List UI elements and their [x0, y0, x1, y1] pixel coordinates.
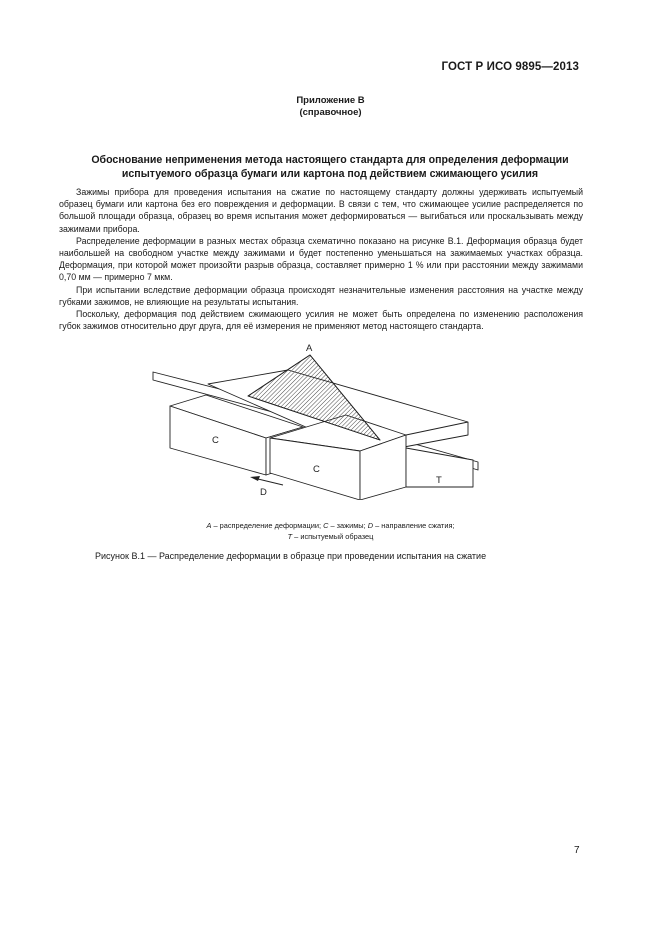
label-t: T	[436, 475, 442, 486]
caption-text-c: – зажимы;	[328, 521, 368, 530]
paragraph-1: Зажимы прибора для проведения испытания на сжатие по настоящему стандарту должны удерживать испытуемый образец бумаги или картона без его повреждения и деформации. В связи с тем, что сжимающее усилие распределяется по большой площади образца, образец во время испытания может деформироваться — выгибаться или проскальзывать между зажимами прибора.	[59, 187, 583, 234]
label-c-left: C	[212, 435, 219, 446]
section-title-line-2: испытуемого образца бумаги или картона под действием сжимающего усилия	[121, 168, 539, 180]
direction-arrow-head	[250, 476, 260, 481]
section-title-line-1: Обоснование неприменения метода настоящего стандарта для определения деформации	[91, 154, 569, 166]
caption-key-c: C	[323, 521, 329, 530]
label-d: D	[260, 487, 267, 498]
caption-key-d: D	[367, 521, 374, 530]
caption-text-a: – распределение деформации;	[211, 521, 324, 530]
figure-caption	[0, 520, 661, 542]
figure-caption-line-2	[0, 531, 661, 542]
figure-title: Рисунок В.1 — Распределение деформации в образце при проведении испытания на сжатие	[95, 551, 487, 561]
figure-caption-line-1	[0, 520, 661, 531]
caption-text-t: – испытуемый образец	[292, 532, 374, 541]
direction-arrow-line	[258, 479, 283, 485]
appendix-title: Приложение В	[296, 95, 365, 106]
section-title	[40, 153, 620, 181]
figure-diagram	[148, 340, 488, 500]
label-a: A	[306, 343, 313, 354]
standard-number: ГОСТ Р ИСО 9895—2013	[441, 61, 579, 73]
caption-key-t: T	[287, 532, 293, 541]
label-c-right: C	[313, 464, 320, 475]
caption-key-a: A	[206, 521, 212, 530]
appendix-subtitle: (справочное)	[299, 107, 362, 118]
page-number: 7	[574, 845, 580, 856]
paragraph-4: Поскольку, деформация под действием сжимающего усилия не может быть определена по изменению расположения губок зажимов относительно друг друга, для её измерения не применяют метод настоящего стандарта.	[59, 309, 583, 332]
paragraph-3: При испытании вследствие деформации образца происходят незначительные изменения расстояния на участке между губками зажимов, не влияющие на результаты испытания.	[59, 284, 583, 307]
caption-text-d: – направление сжатия;	[373, 521, 455, 530]
body-text	[59, 186, 583, 332]
paragraph-2: Распределение деформации в разных местах образца схематично показано на рисунке В.1. Деформация образца будет наибольшей на свободном участке между зажимами и будет постепенно уменьшаться на зажимаемых участках образца. Деформация, при которой может произойти разрыв образца, составляет примерно 1 % или при расстоянии между зажимами 0,70 мм — примерно 7 мкм.	[59, 235, 583, 283]
